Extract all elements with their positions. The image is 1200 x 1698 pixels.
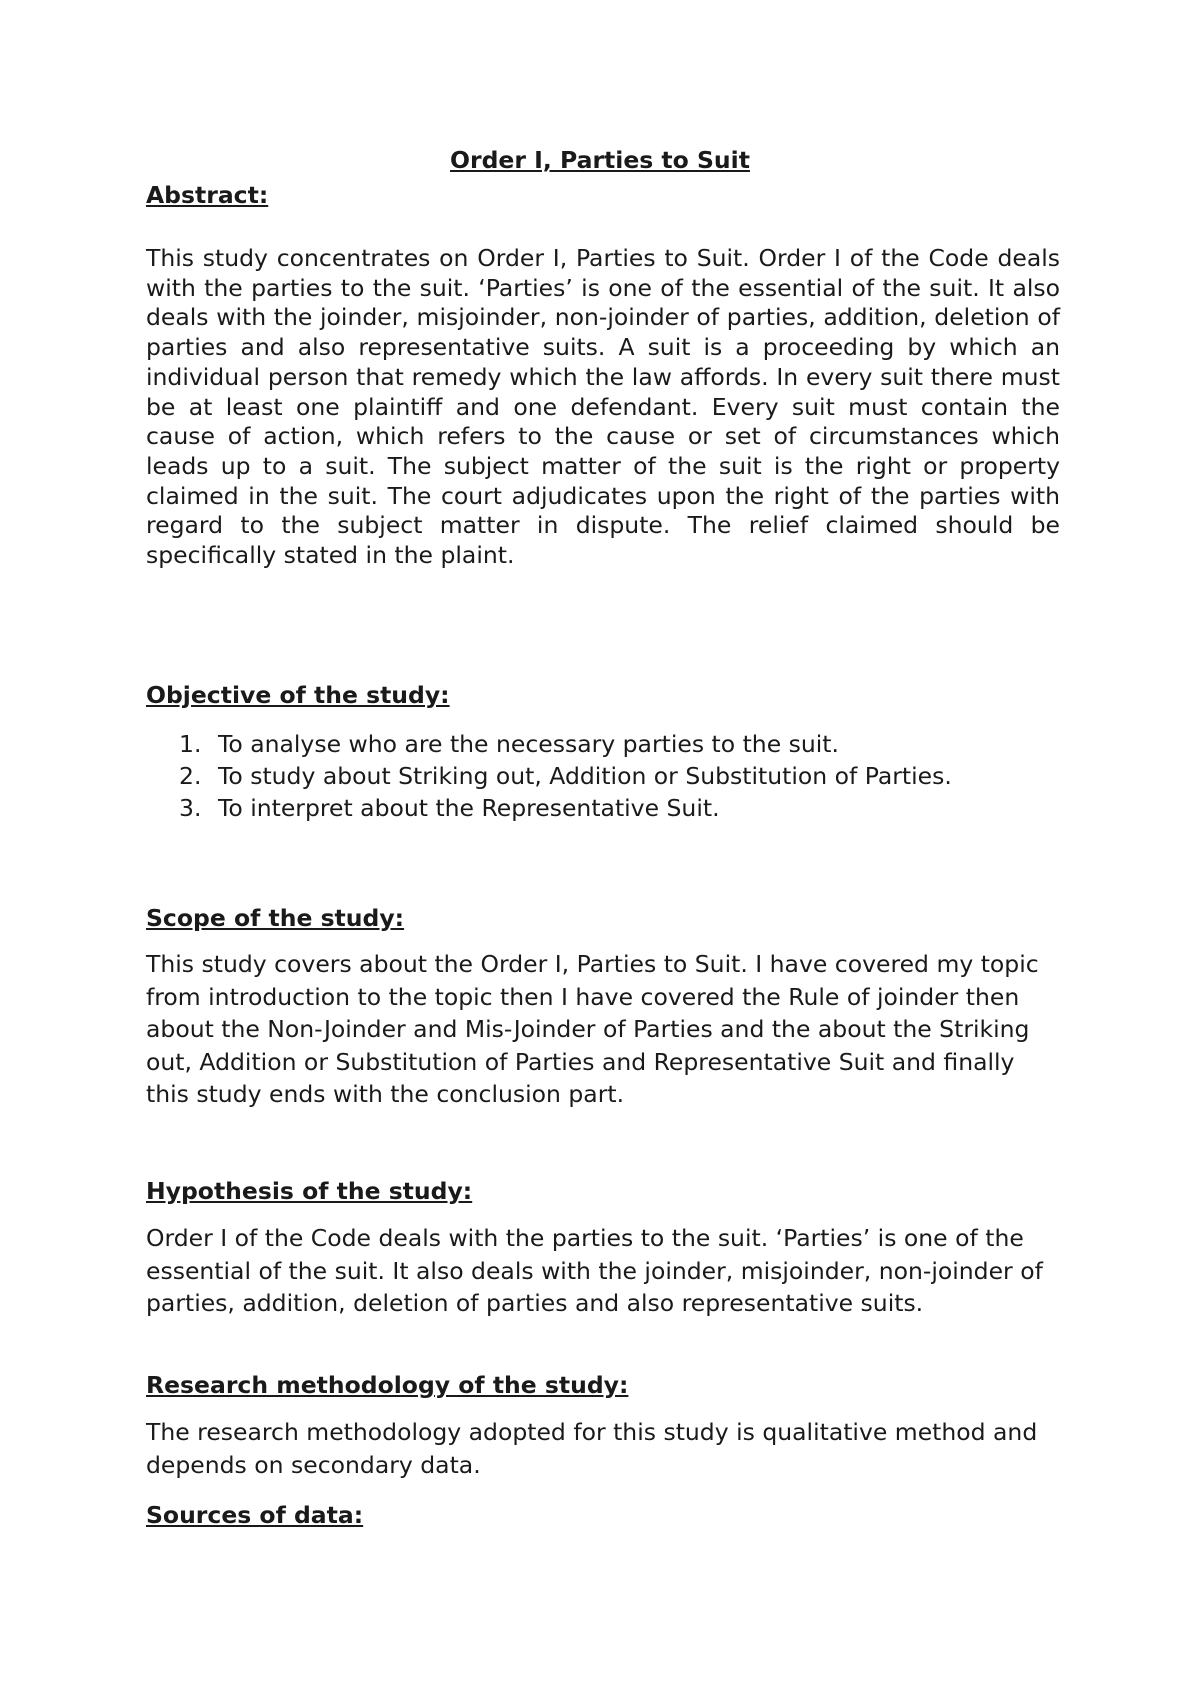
list-item-text: To interpret about the Representative Suit. (218, 794, 720, 822)
methodology-paragraph: The research methodology adopted for this study is qualitative method and depends on secondary data. (146, 1418, 1038, 1479)
list-item-number: 2. (179, 762, 202, 790)
sources-heading: Sources of data: (146, 1501, 364, 1529)
list-item-number: 3. (179, 794, 202, 822)
abstract-heading: Abstract: (146, 181, 269, 209)
list-item (146, 760, 1060, 792)
list-item-number: 1. (179, 730, 202, 758)
list-item (146, 728, 1060, 760)
hypothesis-heading: Hypothesis of the study: (146, 1177, 473, 1205)
abstract-paragraph: This study concentrates on Order I, Parties to Suit. Order I of the Code deals with the parties to the suit. ‘Parties’ is one of the essential of the suit. It also deals with the joinder, misjoinder, non-joinder of parties, addition, deletion of parties and also representative suits. A suit is a proceeding by which an individual person that remedy which the law affords. In every suit there must be at least one plaintiff and one defendant. Every suit must contain the cause of action, which refers to the cause or set of circumstances which leads up to a suit. The subject matter of the suit is the right or property claimed in the suit. The court adjudicates upon the right of the parties with regard to the subject matter in dispute. The relief claimed should be specifically stated in the plaint. (146, 244, 1060, 570)
methodology-heading: Research methodology of the study: (146, 1371, 629, 1399)
hypothesis-paragraph: Order I of the Code deals with the parties to the suit. ‘Parties’ is one of the essential of the suit. It also deals with the joinder, misjoinder, non-joinder of parties, addition, deletion of parties and also representative suits. (146, 1224, 1043, 1317)
list-item (146, 792, 1060, 824)
list-item-text: To analyse who are the necessary parties to the suit. (218, 730, 839, 758)
scope-heading: Scope of the study: (146, 904, 405, 932)
document-title: Order I, Parties to Suit (450, 146, 750, 174)
scope-paragraph: This study covers about the Order I, Parties to Suit. I have covered my topic from introduction to the topic then I have covered the Rule of joinder then about the Non-Joinder and Mis-Joinder of Parties and the about the Striking out, Addition or Substitution of Parties and Representative Suit and finally this study ends with the conclusion part. (146, 950, 1039, 1108)
list-item-text: To study about Striking out, Addition or Substitution of Parties. (218, 762, 952, 790)
objective-list (146, 728, 1060, 824)
objective-heading: Objective of the study: (146, 681, 450, 709)
